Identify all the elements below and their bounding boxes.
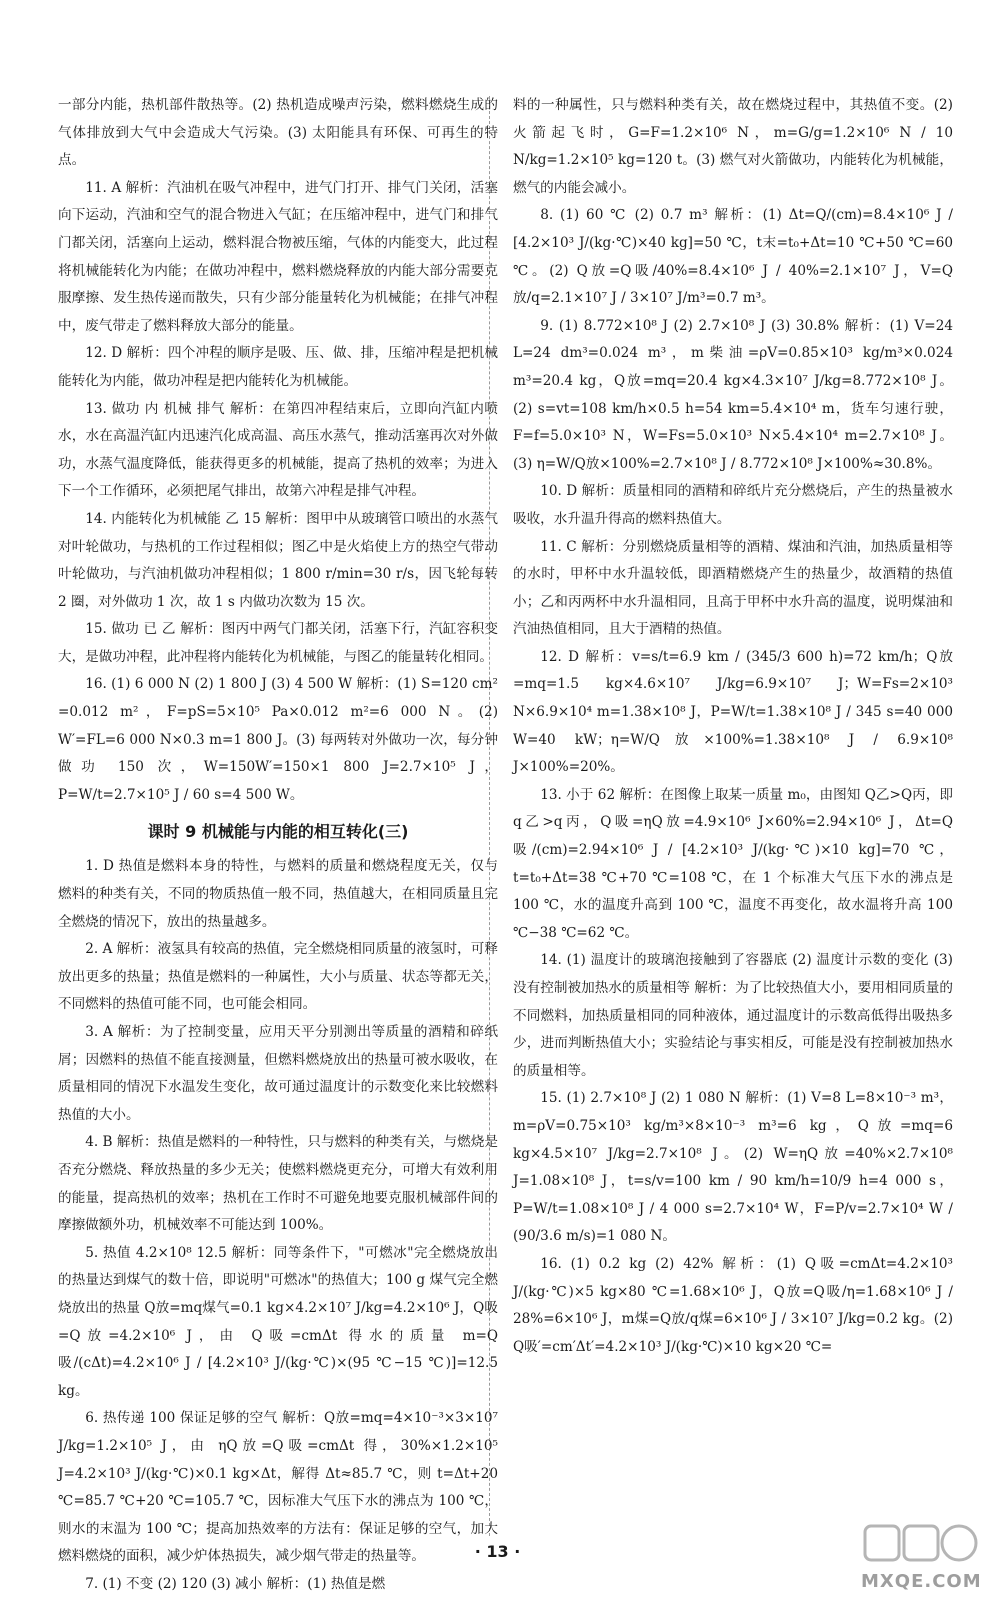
answer-s3: 3. A 解析：为了控制变量，应用天平分别测出等质量的酒精和碎纸屑；因燃料的热值不能直接测量，但燃料燃烧放出的热量可被水吸收，在质量相同的情况下水温发生变化，故可通过温度计的示数变化来比较燃料热值的大小。 bbox=[58, 1024, 498, 1123]
right-column bbox=[513, 92, 953, 1361]
paragraph: 一部分内能，热机部件散热等。(2) 热机造成噪声污染，燃料燃烧生成的气体排放到大气中会造成大气污染。(3) 太阳能具有环保、可再生的特点。 bbox=[58, 97, 498, 169]
answer-s14: 14. (1) 温度计的玻璃泡接触到了容器底 (2) 温度计示数的变化 (3) 没有控制被加热水的质量相等 解析：为了比较热值大小，要用相同质量的不同燃料，加热质量相同的同种液体，通过温度计的示数高低得出吸热多少，进而判断热值大小；实验结论与事实相反，可能是没有控制被加热水的质量相等。 bbox=[513, 952, 953, 1079]
answer-s6: 6. 热传递 100 保证足够的空气 解析：Q放=mq=4×10⁻³×3×10⁷ J/kg=1.2×10⁵ J，由 ηQ放=Q吸=cmΔt 得，30%×1.2×10⁵ J=4.2×10³ J/(kg·℃)×0.1 kg×Δt，解得 Δt≈85.7 ℃，则 t=Δt+20 ℃=85.7 ℃+20 ℃=105.7 ℃，因标准大气压下水的沸点为 100 ℃，则水的末温为 100 ℃；提高加热效率的方法有：保证足够的空气，加大燃料燃烧的面积，减少炉体热损失，减少烟气带走的热量等。 bbox=[58, 1410, 498, 1565]
answer-s5: 5. 热值 4.2×10⁸ 12.5 解析：同等条件下，"可燃冰"完全燃烧放出的热量达到煤气的数十倍，即说明"可燃冰"的热值大；100 g 煤气完全燃烧放出的热量 Q放=mq煤气=0.1 kg×4.2×10⁷ J/kg=4.2×10⁶ J，Q吸=Q放=4.2×10⁶ J，由 Q吸=cmΔt 得水的质量 m=Q吸/(cΔt)=4.2×10⁶ J / [4.2×10³ J/(kg·℃)×(95 ℃−15 ℃)]=12.5 kg。 bbox=[58, 1244, 498, 1399]
answer-s8: 8. (1) 60 ℃ (2) 0.7 m³ 解析：(1) Δt=Q/(cm)=8.4×10⁶ J / [4.2×10³ J/(kg·℃)×40 kg]=50 ℃，t末=t₀+Δt=10 ℃+50 ℃=60 ℃。(2) Q放=Q吸/40%=8.4×10⁶ J / 40%=2.1×10⁷ J，V=Q放/q=2.1×10⁷ J / 3×10⁷ J/m³=0.7 m³。 bbox=[513, 207, 953, 307]
section-title: 课时 9 机械能与内能的相互转化(三) bbox=[147, 822, 409, 842]
answer-14: 14. 内能转化为机械能 乙 15 解析：图甲中从玻璃管口喷出的水蒸气对叶轮做功，与热机的工作过程相似；图乙中是火焰使上方的热空气带动叶轮做功，与汽油机做功冲程相似；1 800 r/min=30 r/s，因飞轮每转 2 圈，对外做功 1 次，故 1 s 内做功次数为 15 次。 bbox=[58, 510, 498, 610]
watermark-text: MXQE.COM bbox=[861, 1571, 982, 1592]
answer-s15: 15. (1) 2.7×10⁸ J (2) 1 080 N 解析：(1) V=8 L=8×10⁻³ m³，m=ρV=0.75×10³ kg/m³×8×10⁻³ m³=6 kg，Q放=mq=6 kg×4.5×10⁷ J/kg=2.7×10⁸ J。(2) W=ηQ放=40%×2.7×10⁸ J=1.08×10⁸ J，t=s/v=100 km / 90 km/h=10/9 h=4 000 s，P=W/t=1.08×10⁸ J / 4 000 s=2.7×10⁴ W，F=P/v=2.7×10⁴ W / (90/3.6 m/s)=1 080 N。 bbox=[513, 1090, 953, 1245]
answer-s10: 10. D 解析：质量相同的酒精和碎纸片充分燃烧后，产生的热量被水吸收，水升温升得高的燃料热值大。 bbox=[513, 483, 953, 527]
answer-11: 11. A 解析：汽油机在吸气冲程中，进气门打开、排气门关闭，活塞向下运动，汽油和空气的混合物进入气缸；在压缩冲程中，进气门和排气门都关闭，活塞向上运动，燃料混合物被压缩，气体的内能变大，此过程将机械能转化为内能；在做功冲程中，燃料燃烧释放的内能大部分需要克服摩擦、发生热传递而散失，只有少部分能量转化为机械能；在排气冲程中，废气带走了燃料释放大部分的能量。 bbox=[58, 179, 498, 334]
left-column bbox=[58, 92, 498, 1598]
page-number: · 13 · bbox=[474, 1542, 521, 1561]
answer-s7-continued: 料的一种属性，只与燃料种类有关，故在燃烧过程中，其热值不变。(2) 火箭起飞时，G=F=1.2×10⁶ N，m=G/g=1.2×10⁶ N / 10 N/kg=1.2×10⁵ kg=120 t。(3) 燃气对火箭做功，内能转化为机械能，燃气的内能会减小。 bbox=[513, 97, 953, 196]
answer-s13: 13. 小于 62 解析：在图像上取某一质量 m₀，由图知 Q乙>Q丙，即 q乙>q丙，Q吸=ηQ放=4.9×10⁶ J×60%=2.94×10⁶ J，Δt=Q吸/(cm)=2.94×10⁶ J / [4.2×10³ J/(kg·℃)×10 kg]=70 ℃，t=t₀+Δt=38 ℃+70 ℃=108 ℃，在 1 个标准大气压下水的沸点是 100 ℃，水的温度升高到 100 ℃，温度不再变化，故水温将升高 100 ℃−38 ℃=62 ℃。 bbox=[513, 786, 953, 941]
watermark-icon bbox=[861, 1522, 981, 1572]
answer-13: 13. 做功 内 机械 排气 解析：在第四冲程结束后，立即向汽缸内喷水，水在高温汽缸内迅速汽化成高温、高压水蒸气，推动活塞再次对外做功，水蒸气温度降低，能获得更多的机械能，提高了热机的效率；为进入下一个工作循环，必须把尾气排出，故第六冲程是排气冲程。 bbox=[58, 400, 498, 500]
answer-s16: 16. (1) 0.2 kg (2) 42% 解析：(1) Q吸=cmΔt=4.2×10³ J/(kg·℃)×5 kg×80 ℃=1.68×10⁶ J，Q放=Q吸/η=1.68×10⁶ J / 28%=6×10⁶ J，m煤=Q放/q煤=6×10⁶ J / 3×10⁷ J/kg=0.2 kg。(2) Q吸′=cm′Δt′=4.2×10³ J/(kg·℃)×10 kg×20 ℃= bbox=[513, 1255, 953, 1355]
answer-12: 12. D 解析：四个冲程的顺序是吸、压、做、排，压缩冲程是把机械能转化为内能，做功冲程是把内能转化为机械能。 bbox=[58, 345, 498, 389]
answer-16: 16. (1) 6 000 N (2) 1 800 J (3) 4 500 W 解析：(1) S=120 cm² =0.012 m²，F=pS=5×10⁵ Pa×0.012 m²=6 000 N。(2) W′=FL=6 000 N×0.3 m=1 800 J。(3) 每两转对外做功一次，每分钟做功 150 次，W=150W′=150×1 800 J=2.7×10⁵ J，P=W/t=2.7×10⁵ J / 60 s=4 500 W。 bbox=[58, 676, 498, 803]
answer-15: 15. 做功 已 乙 解析：图丙中两气门都关闭，活塞下行，汽缸容积变大，是做功冲程，此冲程将内能转化为机械能，与图乙的能量转化相同。 bbox=[58, 621, 498, 665]
answer-s12: 12. D 解析：v=s/t=6.9 km / (345/3 600 h)=72 km/h；Q放=mq=1.5 kg×4.6×10⁷ J/kg=6.9×10⁷ J；W=Fs=2×10³ N×6.9×10⁴ m=1.38×10⁸ J，P=W/t=1.38×10⁸ J / 345 s=40 000 W=40 kW；η=W/Q放×100%=1.38×10⁸ J / 6.9×10⁸ J×100%=20%。 bbox=[513, 648, 953, 776]
answer-s11: 11. C 解析：分别燃烧质量相等的酒精、煤油和汽油，加热质量相等的水时，甲杯中水升温较低，即酒精燃烧产生的热量少，故酒精的热值小；乙和丙两杯中水升温相同，且高于甲杯中水升高的温度，说明煤油和汽油热值相同，且大于酒精的热值。 bbox=[513, 538, 953, 638]
answer-s4: 4. B 解析：热值是燃料的一种特性，只与燃料的种类有关，与燃烧是否充分燃烧、释放热量的多少无关；使燃料燃烧更充分，可增大有效利用的能量，提高热机的效率；热机在工作时不可避免地要克服机械部件间的摩擦做额外功，机械效率不可能达到 100%。 bbox=[58, 1134, 498, 1234]
answer-s7: 7. (1) 不变 (2) 120 (3) 减小 解析：(1) 热值是燃 bbox=[85, 1575, 386, 1592]
answer-s9: 9. (1) 8.772×10⁸ J (2) 2.7×10⁸ J (3) 30.8% 解析：(1) V=24 L=24 dm³=0.024 m³，m柴油=ρV=0.85×10³ kg/m³×0.024 m³=20.4 kg，Q放=mq=20.4 kg×4.3×10⁷ J/kg=8.772×10⁸ J。(2) s=vt=108 km/h×0.5 h=54 km=5.4×10⁴ m，货车匀速行驶，F=f=5.0×10³ N，W=Fs=5.0×10³ N×5.4×10⁴ m=2.7×10⁸ J。(3) η=W/Q放×100%=2.7×10⁸ J / 8.772×10⁸ J×100%≈30.8%。 bbox=[513, 317, 953, 472]
answer-s1: 1. D 热值是燃料本身的特性，与燃料的质量和燃烧程度无关，仅与燃料的种类有关，不同的物质热值一般不同，热值越大，在相同质量且完全燃烧的情况下，放出的热量越多。 bbox=[58, 858, 498, 930]
answer-s2: 2. A 解析：液氢具有较高的热值，完全燃烧相同质量的液氢时，可释放出更多的热量；热值是燃料的一种属性，大小与质量、状态等都无关，不同燃料的热值可能不同，也可能会相同。 bbox=[58, 941, 498, 1013]
watermark-logo bbox=[861, 1522, 981, 1592]
